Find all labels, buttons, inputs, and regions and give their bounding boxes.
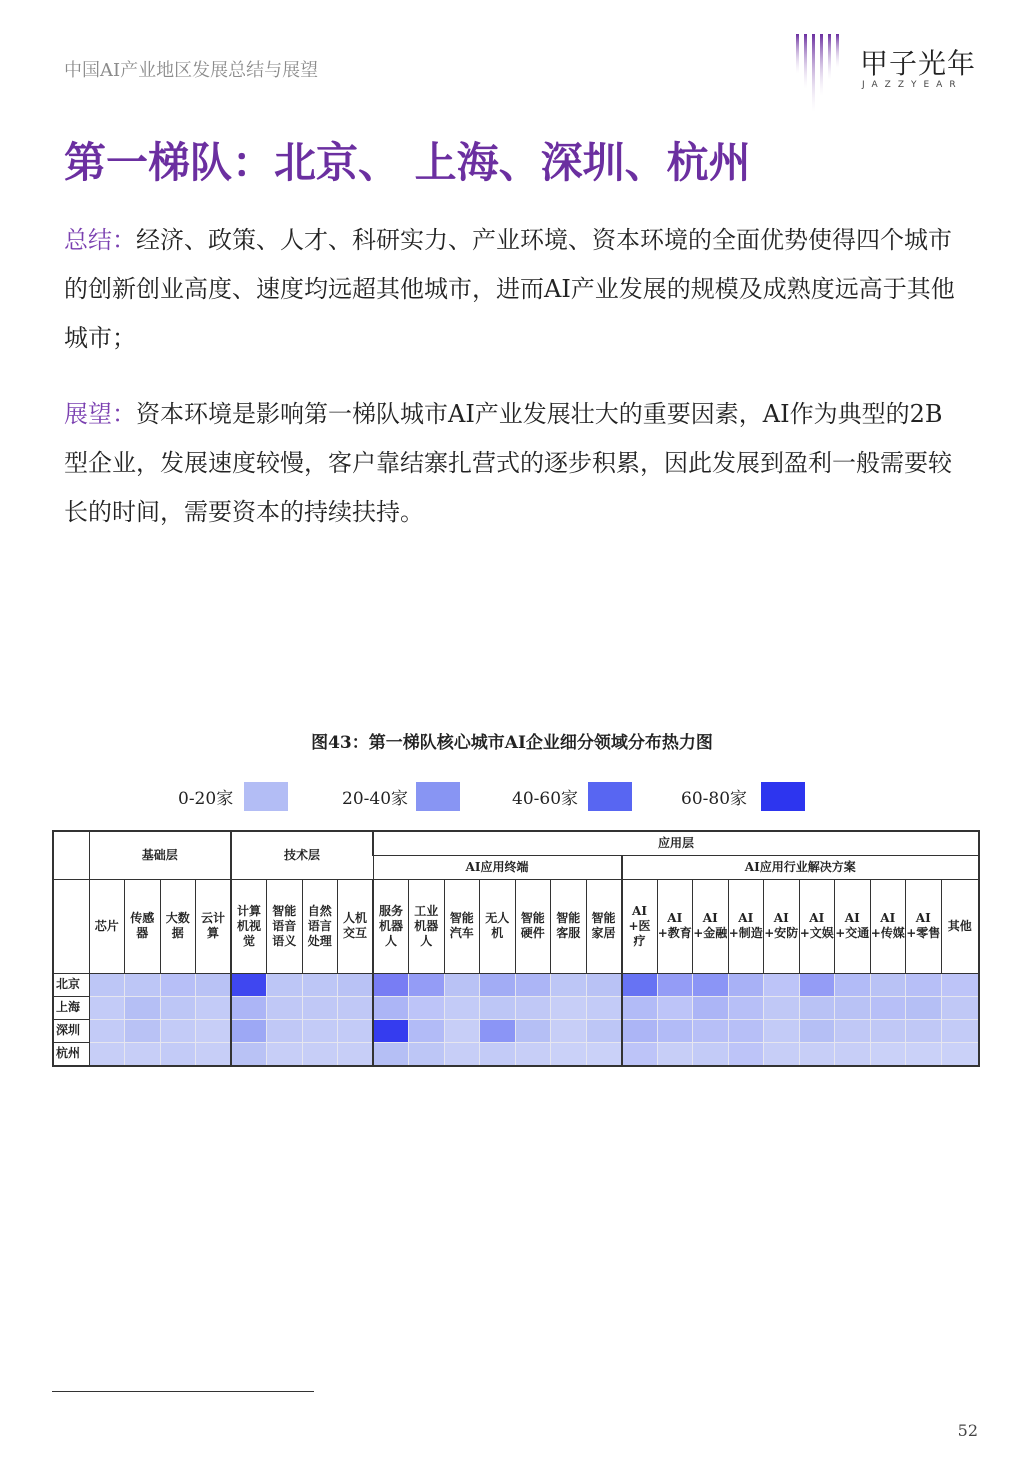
legend-swatch bbox=[588, 782, 632, 811]
category-label: 人机交互 bbox=[338, 879, 374, 973]
jazzyear-logo bbox=[794, 30, 994, 115]
row-label: 上海 bbox=[53, 996, 89, 1019]
logo-subtext: JAZZYEAR bbox=[862, 80, 963, 90]
row-label: 深圳 bbox=[53, 1019, 89, 1042]
row-label: 北京 bbox=[53, 973, 89, 996]
heatmap-cell bbox=[586, 1019, 622, 1042]
heatmap-cell bbox=[125, 1019, 161, 1042]
category-label: AI+教育 bbox=[657, 879, 693, 973]
legend-swatch bbox=[761, 782, 805, 811]
heatmap-cell bbox=[728, 1019, 764, 1042]
heatmap-cell bbox=[409, 996, 445, 1019]
category-label: 传感器 bbox=[125, 879, 161, 973]
heatmap-cell bbox=[870, 1042, 906, 1066]
category-label: 其他 bbox=[941, 879, 979, 973]
heatmap-cell bbox=[480, 1019, 516, 1042]
heatmap-cell bbox=[409, 1042, 445, 1066]
corner-cell bbox=[53, 831, 89, 879]
heatmap-cell bbox=[338, 1042, 374, 1066]
layer-header: 技术层 bbox=[231, 831, 373, 879]
heatmap-table bbox=[52, 830, 980, 1067]
heatmap-cell bbox=[906, 973, 942, 996]
logo-text: 甲子光年 bbox=[860, 47, 977, 80]
heatmap-cell bbox=[835, 996, 871, 1019]
heatmap-cell bbox=[89, 996, 125, 1019]
heatmap-cell bbox=[835, 1019, 871, 1042]
heatmap-cell bbox=[835, 973, 871, 996]
heatmap-cell bbox=[302, 996, 338, 1019]
heatmap-cell bbox=[764, 996, 800, 1019]
page-title: 第一梯队：北京、 上海、深圳、杭州 bbox=[64, 138, 751, 187]
heatmap-cell bbox=[444, 996, 480, 1019]
heatmap-cell bbox=[302, 1019, 338, 1042]
heatmap-cell bbox=[515, 973, 551, 996]
heatmap-cell bbox=[125, 973, 161, 996]
heatmap-cell bbox=[941, 973, 979, 996]
heatmap-cell bbox=[373, 973, 409, 996]
heatmap-row bbox=[53, 1042, 979, 1066]
category-label: AI+医疗 bbox=[622, 879, 658, 973]
heatmap-cell bbox=[799, 1042, 835, 1066]
heatmap-cell bbox=[373, 1042, 409, 1066]
category-label: 工业机器人 bbox=[409, 879, 445, 973]
heatmap-cell bbox=[267, 973, 303, 996]
category-label: 大数据 bbox=[160, 879, 196, 973]
heatmap-row bbox=[53, 973, 979, 996]
heatmap-cell bbox=[267, 996, 303, 1019]
heatmap-cell bbox=[799, 973, 835, 996]
heatmap-cell bbox=[586, 996, 622, 1019]
heatmap-cell bbox=[89, 973, 125, 996]
heatmap-cell bbox=[764, 973, 800, 996]
heatmap-cell bbox=[622, 973, 658, 996]
heatmap-cell bbox=[480, 1042, 516, 1066]
heatmap-cell bbox=[160, 996, 196, 1019]
heatmap-cell bbox=[728, 1042, 764, 1066]
heatmap-cell bbox=[338, 1019, 374, 1042]
outlook-label: 展望： bbox=[64, 400, 136, 428]
heatmap-cell bbox=[409, 973, 445, 996]
category-label: 无人机 bbox=[480, 879, 516, 973]
legend-label: 40-60家 bbox=[512, 789, 579, 809]
heatmap-cell bbox=[906, 1042, 942, 1066]
heatmap-cell bbox=[622, 996, 658, 1019]
outlook-text: 资本环境是影响第一梯队城市AI产业发展壮大的重要因素，AI作为典型的2B型企业，发展速度较慢，客户靠结寨扎营式的逐步积累，因此发展到盈利一般需要较长的时间，需要资本的持续扶持。 bbox=[64, 400, 952, 526]
heatmap-row bbox=[53, 996, 979, 1019]
category-label: AI+文娱 bbox=[799, 879, 835, 973]
category-label: 智能客服 bbox=[551, 879, 587, 973]
heatmap-cell bbox=[693, 973, 729, 996]
legend-swatch bbox=[244, 782, 288, 811]
heatmap-cell bbox=[338, 973, 374, 996]
heatmap-cell bbox=[196, 1019, 232, 1042]
category-label: AI+零售 bbox=[906, 879, 942, 973]
heatmap-cell bbox=[160, 1042, 196, 1066]
category-label: AI+制造 bbox=[728, 879, 764, 973]
heatmap-cell bbox=[693, 1042, 729, 1066]
document-header-title: 中国AI产业地区发展总结与展望 bbox=[64, 60, 319, 81]
logo-bars-icon bbox=[794, 30, 844, 112]
heatmap-cell bbox=[906, 1019, 942, 1042]
heatmap-cell bbox=[870, 973, 906, 996]
heatmap-cell bbox=[941, 1042, 979, 1066]
heatmap-cell bbox=[125, 1042, 161, 1066]
heatmap-cell bbox=[622, 1042, 658, 1066]
heatmap-cell bbox=[799, 996, 835, 1019]
heatmap-cell bbox=[89, 1019, 125, 1042]
heatmap-cell bbox=[125, 996, 161, 1019]
heatmap-cell bbox=[231, 996, 267, 1019]
category-label: AI+安防 bbox=[764, 879, 800, 973]
heatmap-cell bbox=[622, 1019, 658, 1042]
heatmap-cell bbox=[551, 1042, 587, 1066]
category-label: AI+金融 bbox=[693, 879, 729, 973]
heatmap-cell bbox=[373, 1019, 409, 1042]
layer-header: 基础层 bbox=[89, 831, 231, 879]
heatmap-cell bbox=[196, 1042, 232, 1066]
heatmap-cell bbox=[657, 1042, 693, 1066]
category-label: 服务机器人 bbox=[373, 879, 409, 973]
heatmap-cell bbox=[267, 1042, 303, 1066]
heatmap-cell bbox=[941, 1019, 979, 1042]
category-label: 自然语言处理 bbox=[302, 879, 338, 973]
heatmap-cell bbox=[799, 1019, 835, 1042]
heatmap-cell bbox=[941, 996, 979, 1019]
legend-label: 20-40家 bbox=[342, 789, 409, 809]
legend-label: 0-20家 bbox=[178, 789, 234, 809]
heatmap-cell bbox=[835, 1042, 871, 1066]
category-label: 智能语音语义 bbox=[267, 879, 303, 973]
sublayer-header: AI应用终端 bbox=[373, 855, 622, 879]
layer-header: 应用层 bbox=[373, 831, 979, 855]
heatmap-cell bbox=[231, 973, 267, 996]
heatmap-cell bbox=[515, 1019, 551, 1042]
sublayer-header: AI应用行业解决方案 bbox=[622, 855, 980, 879]
heatmap-cell bbox=[693, 1019, 729, 1042]
heatmap-cell bbox=[728, 996, 764, 1019]
legend-swatch bbox=[416, 782, 460, 811]
heatmap-cell bbox=[373, 996, 409, 1019]
heatmap-cell bbox=[160, 1019, 196, 1042]
heatmap-cell bbox=[231, 1042, 267, 1066]
category-label: 云计算 bbox=[196, 879, 232, 973]
heatmap-cell bbox=[196, 973, 232, 996]
heatmap-cell bbox=[267, 1019, 303, 1042]
heatmap-cell bbox=[409, 1019, 445, 1042]
heatmap-cell bbox=[586, 973, 622, 996]
heatmap-cell bbox=[764, 1042, 800, 1066]
category-label: AI+交通 bbox=[835, 879, 871, 973]
legend-label: 60-80家 bbox=[681, 789, 748, 809]
category-label: 芯片 bbox=[89, 879, 125, 973]
heatmap-cell bbox=[444, 1019, 480, 1042]
heatmap-cell bbox=[551, 1019, 587, 1042]
chart-title: 图43：第一梯队核心城市AI企业细分领域分布热力图 bbox=[311, 733, 713, 753]
heatmap-cell bbox=[302, 973, 338, 996]
corner-cell bbox=[53, 879, 89, 973]
heatmap bbox=[52, 830, 980, 1067]
category-label: AI+传媒 bbox=[870, 879, 906, 973]
heatmap-cell bbox=[870, 996, 906, 1019]
heatmap-cell bbox=[302, 1042, 338, 1066]
heatmap-cell bbox=[338, 996, 374, 1019]
heatmap-cell bbox=[551, 996, 587, 1019]
heatmap-cell bbox=[551, 973, 587, 996]
summary-label: 总结： bbox=[64, 226, 136, 254]
summary-text: 经济、政策、人才、科研实力、产业环境、资本环境的全面优势使得四个城市的创新创业高度、速度均远超其他城市，进而AI产业发展的规模及成熟度远高于其他城市； bbox=[64, 226, 955, 352]
heatmap-cell bbox=[196, 996, 232, 1019]
heatmap-cell bbox=[231, 1019, 267, 1042]
heatmap-cell bbox=[515, 1042, 551, 1066]
category-label: 智能家居 bbox=[586, 879, 622, 973]
heatmap-cell bbox=[444, 1042, 480, 1066]
page-number: 52 bbox=[957, 1421, 978, 1440]
category-label: 计算机视觉 bbox=[231, 879, 267, 973]
heatmap-cell bbox=[444, 973, 480, 996]
heatmap-cell bbox=[657, 973, 693, 996]
category-label: 智能汽车 bbox=[444, 879, 480, 973]
heatmap-row bbox=[53, 1019, 979, 1042]
heatmap-cell bbox=[515, 996, 551, 1019]
summary-paragraph bbox=[64, 216, 964, 363]
heatmap-cell bbox=[728, 973, 764, 996]
footnote-divider bbox=[52, 1391, 314, 1392]
heatmap-cell bbox=[906, 996, 942, 1019]
outlook-paragraph bbox=[64, 390, 964, 537]
heatmap-cell bbox=[160, 973, 196, 996]
heatmap-cell bbox=[89, 1042, 125, 1066]
heatmap-cell bbox=[764, 1019, 800, 1042]
heatmap-cell bbox=[657, 1019, 693, 1042]
heatmap-cell bbox=[693, 996, 729, 1019]
heatmap-cell bbox=[870, 1019, 906, 1042]
heatmap-cell bbox=[480, 996, 516, 1019]
heatmap-cell bbox=[480, 973, 516, 996]
heatmap-cell bbox=[586, 1042, 622, 1066]
category-label: 智能硬件 bbox=[515, 879, 551, 973]
row-label: 杭州 bbox=[53, 1042, 89, 1066]
heatmap-cell bbox=[657, 996, 693, 1019]
